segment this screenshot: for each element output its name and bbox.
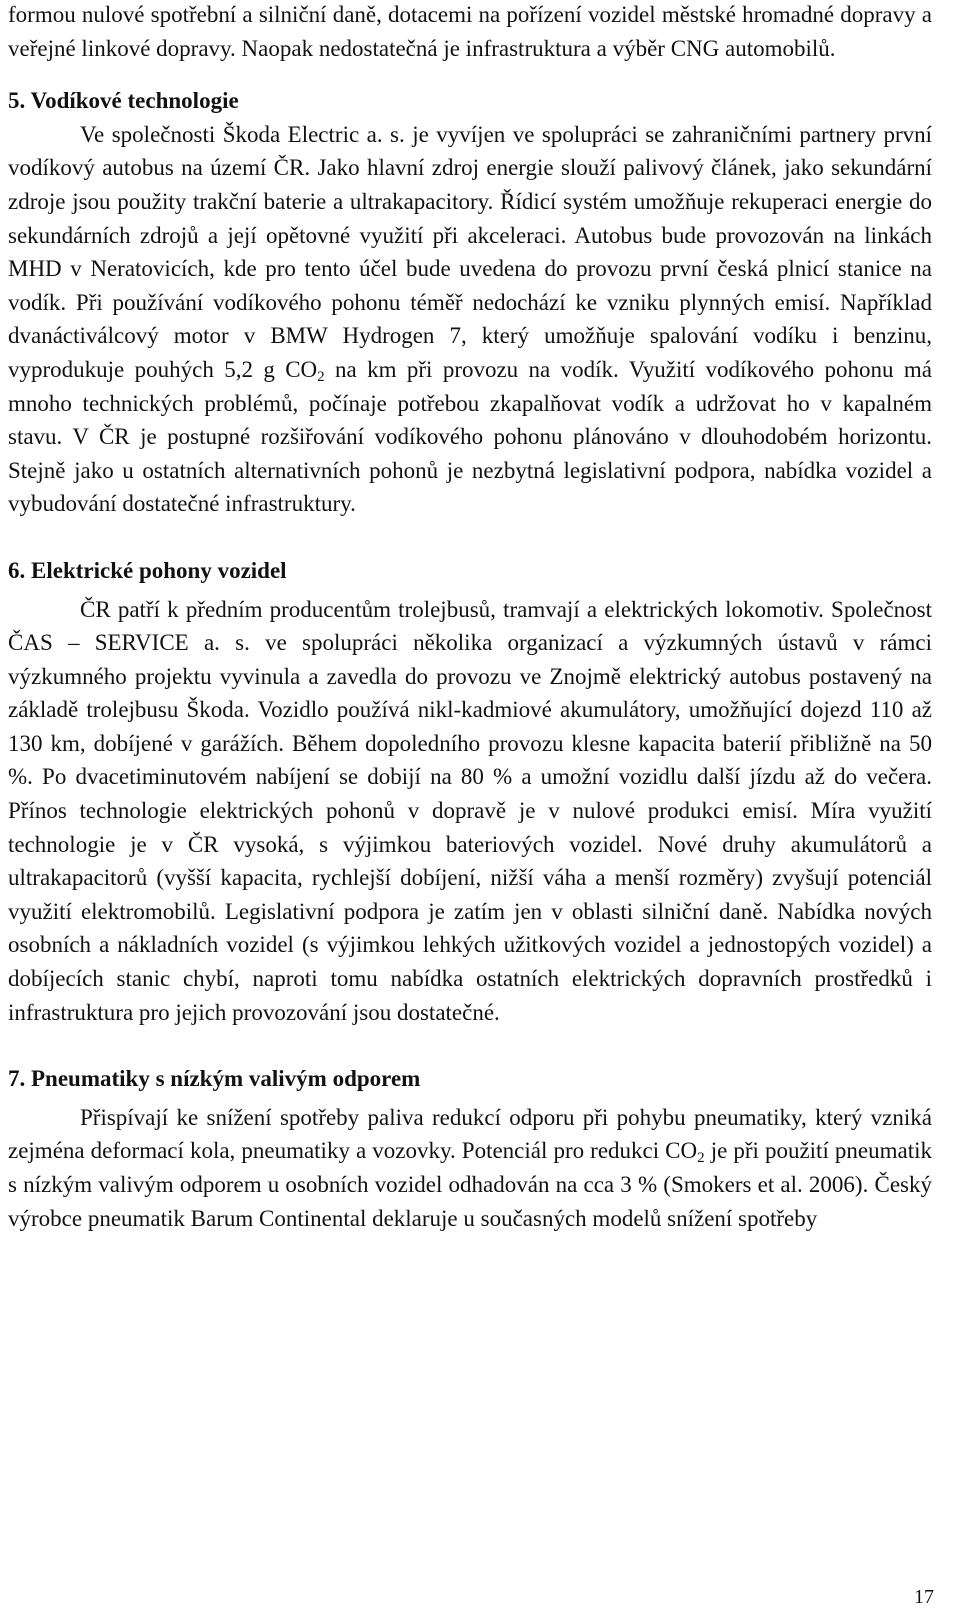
section-7-text-b: je při použití pneumatik s nízkým valivým odporem u osobních vozidel odhadován na cca 3 % (Smokers et al. 2006). Český výrobce pneumatik Barum Continental deklaruje u současných modelů snížení spotřeby <box>8 1138 932 1231</box>
document-page <box>8 0 932 1235</box>
section-5-text-b: na km při provozu na vodík. Využití vodíkového pohonu má mnoho technických problémů, počínaje potřebou zkapalňovat vodík a udržovat ho v kapalném stavu. V ČR je postupné rozšiřování vodíkového pohonu plánováno v dlouhodobém horizontu. Stejně jako u ostatních alternativních pohonů je nezbytná legislativní podpora, nabídka vozidel a vybudování dostatečné infrastruktury. <box>8 356 932 517</box>
section-6-paragraph: ČR patří k předním producentům trolejbusů, tramvají a elektrických lokomotiv. Společnost ČAS – SERVICE a. s. ve spolupráci několika organizací a výzkumných ústavů v rámci výzkumného projektu vyvinula a zavedla do provozu ve Znojmě elektrický autobus postavený na základě trolejbusu Škoda. Vozidlo používá nikl-kadmiové akumulátory, umožňující dojezd 110 až 130 km, dobíjené v garážích. Během dopoledního provozu klesne kapacita baterií přibližně na 50 %. Po dvacetiminutovém nabíjení se dobijí na 80 % a umožní vozidlu další jízdu až do večera. Přínos technologie elektrických pohonů v dopravě je v nulové produkci emisí. Míra využití technologie je v ČR vysoká, s výjimkou bateriových vozidel. Nové druhy akumulátorů a ultrakapacitorů (vyšší kapacita, rychlejší dobíjení, nižší váha a menší rozměry) zvyšují potenciál využití elektromobilů. Legislativní podpora je zatím jen v oblasti silniční daně. Nabídka nových osobních a nákladních vozidel (s výjimkou lehkých užitkových vozidel a jednostopých vozidel) a dobíjecích stanic chybí, naproti tomu nabídka ostatních elektrických dopravních prostředků i infrastruktura pro jejich provozování jsou dostatečné. <box>8 596 932 1025</box>
co2-subscript: 2 <box>317 368 325 385</box>
co2-subscript: 2 <box>697 1150 705 1167</box>
section-5-heading: 5. Vodíkové technologie <box>8 88 239 114</box>
section-7-heading: 7. Pneumatiky s nízkým valivým odporem <box>8 1066 421 1092</box>
section-7-paragraph <box>8 1101 932 1235</box>
section-5-text-a: Ve společnosti Škoda Electric a. s. je vyvíjen ve spolupráci se zahraničními partnery první vodíkový autobus na území ČR. Jako hlavní zdroj energie slouží palivový článek, jako sekundární zdroje jsou použity trakční baterie a ultrakapacitory. Řídicí systém umožňuje rekuperaci energie do sekundárních zdrojů a její opětovné využití při akceleraci. Autobus bude provozován na linkách MHD v Neratovicích, kde pro tento účel bude uvedena do provozu první česká plnicí stanice na vodík. Při používání vodíkového pohonu téměř nedochází ke vzniku plynných emisí. Například dvanáctiválcový motor v BMW Hydrogen 7, který umožňuje spalování vodíku i benzinu, vyprodukuje pouhých 5,2 g CO <box>8 121 932 382</box>
section-7-text-a: Přispívají ke snížení spotřeby paliva redukcí odporu při pohybu pneumatiky, který vzniká zejména deformací kola, pneumatiky a vozovky. Potenciál pro redukci CO <box>8 1104 932 1164</box>
intro-paragraph: formou nulové spotřební a silniční daně, dotacemi na pořízení vozidel městské hromadné dopravy a veřejné linkové dopravy. Naopak nedostatečná je infrastruktura a výběr CNG automobilů. <box>8 2 932 61</box>
section-5-paragraph <box>8 118 932 521</box>
page-number: 17 <box>914 1586 934 1608</box>
section-6-heading: 6. Elektrické pohony vozidel <box>8 557 287 583</box>
